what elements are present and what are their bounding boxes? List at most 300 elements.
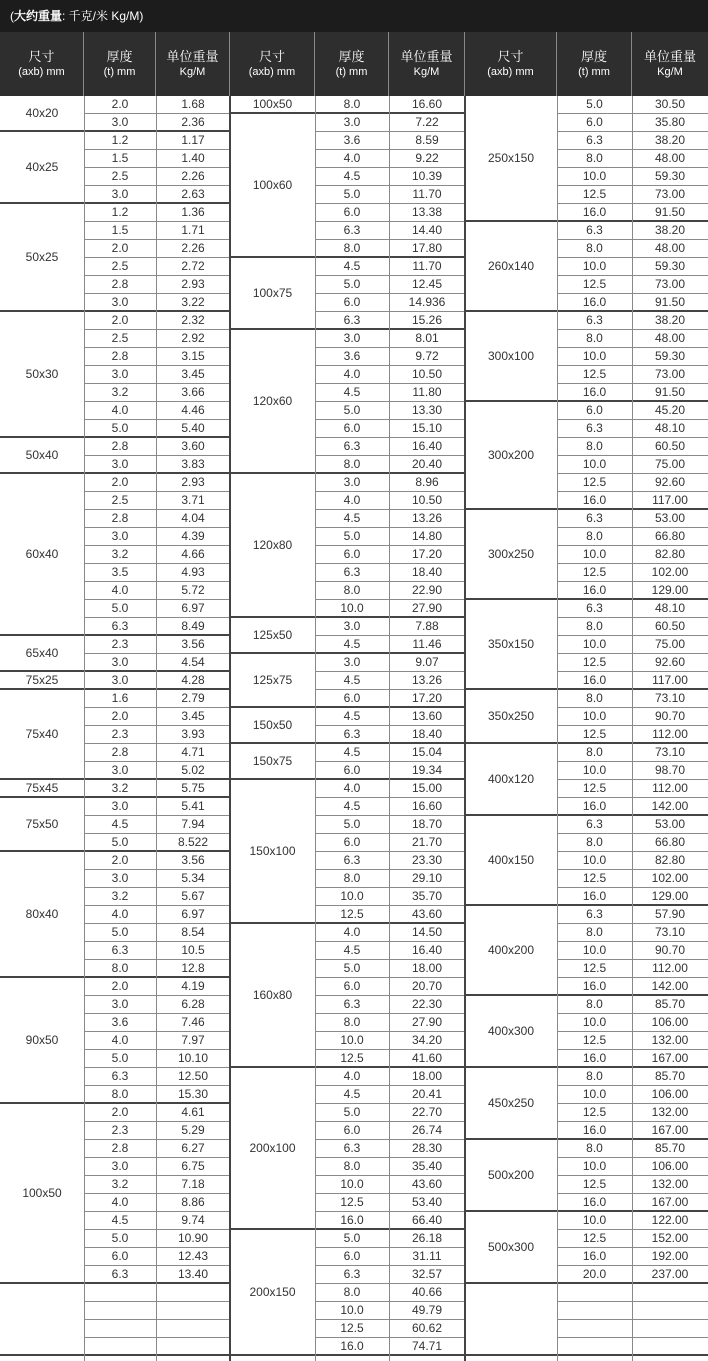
weight-cell: 5.67 — [156, 888, 230, 906]
weight-cell: 59.30 — [632, 258, 708, 276]
weight-cell: 11.80 — [389, 384, 465, 402]
thickness-cell: 6.0 — [315, 546, 389, 564]
weight-cell: 32.57 — [389, 1266, 465, 1284]
weight-cell: 45.20 — [632, 402, 708, 420]
thickness-cell: 2.3 — [84, 636, 156, 654]
weight-cell: 129.00 — [632, 888, 708, 906]
weight-cell: 3.66 — [156, 384, 230, 402]
weight-cell: 29.10 — [389, 870, 465, 888]
header-size-col1 — [0, 32, 84, 96]
weight-cell: 7.97 — [156, 1032, 230, 1050]
weight-cell: 12.45 — [389, 276, 465, 294]
weight-cell: 167.00 — [632, 1050, 708, 1068]
size-cell — [0, 1284, 84, 1356]
thickness-cell: 6.0 — [315, 762, 389, 780]
weight-cell: 237.00 — [632, 1266, 708, 1284]
thickness-cell: 16.0 — [557, 1122, 632, 1140]
weight-cell: 60.62 — [389, 1320, 465, 1338]
weight-cell: 43.60 — [389, 1176, 465, 1194]
thickness-cell: 3.0 — [315, 474, 389, 492]
size-cell: 450x250 — [465, 1068, 557, 1140]
thickness-cell: 16.0 — [557, 798, 632, 816]
weight-cell: 5.75 — [156, 780, 230, 798]
weight-cell: 22.30 — [389, 996, 465, 1014]
size-cell: 100x60 — [230, 114, 315, 258]
thickness-cell: 8.0 — [557, 834, 632, 852]
weight-cell: 66.80 — [632, 834, 708, 852]
weight-cell: 53.40 — [389, 1194, 465, 1212]
weight-cell: 41.60 — [389, 1050, 465, 1068]
weight-cell: 14.80 — [389, 528, 465, 546]
header-unit: (axb) mm — [248, 66, 296, 78]
thickness-cell: 5.0 — [84, 924, 156, 942]
thickness-cell: 4.0 — [315, 366, 389, 384]
thickness-cell: 12.5 — [557, 780, 632, 798]
weight-cell: 4.28 — [156, 672, 230, 690]
header-unit: (t) mm — [103, 66, 136, 78]
weight-cell: 2.36 — [156, 114, 230, 132]
size-cell: 40x25 — [0, 132, 84, 204]
thickness-cell: 12.5 — [557, 276, 632, 294]
weight-cell: 132.00 — [632, 1032, 708, 1050]
thickness-cell: 8.0 — [315, 1284, 389, 1302]
weight-cell: 3.60 — [156, 438, 230, 456]
header-label: 单位重量 — [643, 49, 696, 64]
thickness-cell: 8.0 — [315, 870, 389, 888]
header-thickness-col1 — [84, 32, 156, 96]
weight-cell: 102.00 — [632, 564, 708, 582]
thickness-cell: 3.0 — [84, 366, 156, 384]
weight-cell: 4.93 — [156, 564, 230, 582]
weight-cell: 30.50 — [632, 96, 708, 114]
weight-cell: 28.30 — [389, 1140, 465, 1158]
header-weight-col3 — [632, 32, 708, 96]
thickness-cell: 3.2 — [84, 384, 156, 402]
thickness-cell: 8.0 — [84, 1086, 156, 1104]
header-unit: (axb) mm — [18, 66, 65, 78]
weight-cell: 27.90 — [389, 600, 465, 618]
weight-cell: 132.00 — [632, 1104, 708, 1122]
size-cell: 75x50 — [0, 798, 84, 852]
header-label: 厚度 — [580, 49, 607, 64]
weight-cell: 13.38 — [389, 204, 465, 222]
weight-cell: 17.20 — [389, 546, 465, 564]
header-weight-col2 — [389, 32, 465, 96]
weight-cell: 152.00 — [632, 1230, 708, 1248]
weight-cell: 91.50 — [632, 204, 708, 222]
thickness-cell: 6.0 — [315, 420, 389, 438]
weight-cell: 53.00 — [632, 816, 708, 834]
weight-cell: 35.70 — [389, 888, 465, 906]
thickness-cell: 3.6 — [315, 348, 389, 366]
thickness-cell: 5.0 — [557, 96, 632, 114]
thickness-cell: 5.0 — [84, 1230, 156, 1248]
thickness-cell: 3.0 — [84, 1158, 156, 1176]
thickness-cell: 2.0 — [84, 1104, 156, 1122]
thickness-cell: 4.5 — [315, 636, 389, 654]
thickness-cell: 8.0 — [557, 438, 632, 456]
weight-cell: 18.40 — [389, 726, 465, 744]
weight-cell: 8.96 — [389, 474, 465, 492]
weight-cell: 82.80 — [632, 852, 708, 870]
thickness-cell: 4.5 — [315, 708, 389, 726]
title-suffix: : 千克/米 Kg/M) — [62, 9, 144, 23]
weight-cell: 11.70 — [389, 186, 465, 204]
header-unit: (axb) mm — [487, 66, 534, 78]
thickness-cell: 6.0 — [84, 1248, 156, 1266]
thickness-cell: 3.0 — [84, 528, 156, 546]
thickness-cell: 2.0 — [84, 978, 156, 996]
weight-cell: 112.00 — [632, 726, 708, 744]
thickness-cell: 3.0 — [315, 330, 389, 348]
weight-cell: 10.39 — [389, 168, 465, 186]
weight-cell: 59.30 — [632, 348, 708, 366]
thickness-cell: 4.5 — [315, 942, 389, 960]
weight-cell: 73.10 — [632, 690, 708, 708]
thickness-cell: 1.2 — [84, 132, 156, 150]
thickness-cell: 12.5 — [557, 1032, 632, 1050]
thickness-cell: 2.3 — [84, 726, 156, 744]
weight-cell: 18.00 — [389, 960, 465, 978]
weight-cell: 12.50 — [156, 1068, 230, 1086]
weight-cell: 49.79 — [389, 1302, 465, 1320]
weight-cell: 17.80 — [389, 240, 465, 258]
thickness-cell: 10.0 — [557, 942, 632, 960]
weight-cell: 3.93 — [156, 726, 230, 744]
thickness-cell: 16.0 — [557, 888, 632, 906]
weight-cell: 92.60 — [632, 474, 708, 492]
weight-cell: 13.26 — [389, 510, 465, 528]
thickness-cell: 3.0 — [315, 654, 389, 672]
weight-cell: 60.50 — [632, 618, 708, 636]
weight-cell: 15.00 — [389, 780, 465, 798]
thickness-cell: 4.0 — [84, 582, 156, 600]
thickness-cell: 4.0 — [84, 1194, 156, 1212]
size-cell: 200x150 — [230, 1230, 315, 1356]
weight-cell: 1.17 — [156, 132, 230, 150]
title-bold: 大约重量 — [14, 9, 63, 23]
weight-cell: 5.41 — [156, 798, 230, 816]
header-thickness-col3 — [557, 32, 632, 96]
header-thickness-col2 — [315, 32, 389, 96]
weight-cell: 3.56 — [156, 636, 230, 654]
thickness-cell: 10.0 — [557, 168, 632, 186]
weight-cell: 22.90 — [389, 582, 465, 600]
weight-cell: 106.00 — [632, 1086, 708, 1104]
thickness-cell: 16.0 — [557, 672, 632, 690]
column-divider — [229, 96, 231, 1361]
thickness-cell — [84, 1320, 156, 1338]
weight-cell: 7.88 — [389, 618, 465, 636]
weight-cell: 23.30 — [389, 852, 465, 870]
thickness-cell: 6.3 — [84, 1068, 156, 1086]
thickness-cell: 12.5 — [557, 1104, 632, 1122]
thickness-cell: 5.0 — [84, 600, 156, 618]
thickness-cell: 10.0 — [557, 852, 632, 870]
weight-cell: 34.20 — [389, 1032, 465, 1050]
weight-cell: 8.522 — [156, 834, 230, 852]
weight-cell: 6.75 — [156, 1158, 230, 1176]
thickness-cell: 8.0 — [557, 924, 632, 942]
header-unit: Kg/M — [657, 66, 683, 78]
weight-cell: 117.00 — [632, 672, 708, 690]
thickness-cell: 6.3 — [557, 132, 632, 150]
table-title — [0, 0, 708, 32]
weight-cell: 1.71 — [156, 222, 230, 240]
weight-cell: 16.40 — [389, 942, 465, 960]
thickness-cell: 5.0 — [84, 1050, 156, 1068]
thickness-cell: 10.0 — [557, 1158, 632, 1176]
thickness-cell: 6.3 — [557, 222, 632, 240]
thickness-cell: 10.0 — [315, 1176, 389, 1194]
weight-cell: 4.71 — [156, 744, 230, 762]
thickness-cell: 16.0 — [557, 1050, 632, 1068]
thickness-cell: 3.5 — [84, 564, 156, 582]
thickness-cell: 2.8 — [84, 1140, 156, 1158]
size-cell: 40x20 — [0, 96, 84, 132]
weight-cell: 48.00 — [632, 330, 708, 348]
thickness-cell: 3.2 — [84, 1176, 156, 1194]
weight-cell: 2.79 — [156, 690, 230, 708]
thickness-cell: 10.0 — [557, 1014, 632, 1032]
weight-cell: 20.70 — [389, 978, 465, 996]
header-weight-col1 — [156, 32, 230, 96]
weight-cell: 48.10 — [632, 420, 708, 438]
thickness-cell: 16.0 — [557, 294, 632, 312]
weight-cell: 4.61 — [156, 1104, 230, 1122]
size-cell: 500x300 — [465, 1212, 557, 1284]
size-cell: 150x50 — [230, 708, 315, 744]
thickness-cell: 10.0 — [557, 258, 632, 276]
weight-cell: 26.18 — [389, 1230, 465, 1248]
thickness-cell: 6.0 — [315, 978, 389, 996]
size-cell: 200x100 — [230, 1068, 315, 1230]
thickness-cell: 1.6 — [84, 690, 156, 708]
thickness-cell: 6.0 — [315, 1248, 389, 1266]
header-size-col2 — [230, 32, 315, 96]
thickness-cell: 2.8 — [84, 438, 156, 456]
weight-cell: 35.80 — [632, 114, 708, 132]
weight-cell: 13.60 — [389, 708, 465, 726]
thickness-cell: 3.2 — [84, 888, 156, 906]
weight-cell: 3.71 — [156, 492, 230, 510]
header-size-col3 — [465, 32, 557, 96]
weight-cell: 75.00 — [632, 456, 708, 474]
thickness-cell: 16.0 — [557, 492, 632, 510]
thickness-cell: 6.3 — [315, 1266, 389, 1284]
weight-cell: 48.10 — [632, 600, 708, 618]
size-cell: 75x45 — [0, 780, 84, 798]
thickness-cell: 6.3 — [557, 510, 632, 528]
weight-cell: 12.43 — [156, 1248, 230, 1266]
thickness-cell: 5.0 — [315, 1230, 389, 1248]
weight-cell: 40.66 — [389, 1284, 465, 1302]
weight-cell — [632, 1320, 708, 1338]
thickness-cell: 12.5 — [557, 726, 632, 744]
thickness-cell: 4.0 — [84, 402, 156, 420]
weight-cell: 16.60 — [389, 798, 465, 816]
weight-cell: 7.18 — [156, 1176, 230, 1194]
header-label: 单位重量 — [166, 49, 219, 64]
thickness-cell: 2.8 — [84, 276, 156, 294]
header-label: 尺寸 — [28, 49, 55, 64]
weight-cell: 102.00 — [632, 870, 708, 888]
size-cell: 120x80 — [230, 474, 315, 618]
weight-cell: 3.45 — [156, 708, 230, 726]
thickness-cell: 6.3 — [557, 906, 632, 924]
weight-cell: 92.60 — [632, 654, 708, 672]
weight-cell: 1.68 — [156, 96, 230, 114]
thickness-cell: 4.5 — [315, 798, 389, 816]
size-cell: 350x150 — [465, 600, 557, 690]
size-cell: 100x50 — [230, 96, 315, 114]
weight-cell: 66.80 — [632, 528, 708, 546]
thickness-cell: 5.0 — [315, 528, 389, 546]
weight-cell: 5.34 — [156, 870, 230, 888]
weight-cell: 26.74 — [389, 1122, 465, 1140]
weight-cell: 5.02 — [156, 762, 230, 780]
thickness-cell: 6.3 — [84, 618, 156, 636]
size-cell: 400x120 — [465, 744, 557, 816]
weight-cell: 18.40 — [389, 564, 465, 582]
thickness-cell: 5.0 — [315, 816, 389, 834]
thickness-cell: 2.0 — [84, 96, 156, 114]
thickness-cell: 3.0 — [315, 618, 389, 636]
weight-cell: 9.74 — [156, 1212, 230, 1230]
thickness-cell: 3.0 — [84, 870, 156, 888]
thickness-cell: 12.5 — [557, 654, 632, 672]
weight-cell: 10.50 — [389, 492, 465, 510]
weight-cell: 15.04 — [389, 744, 465, 762]
thickness-cell: 5.0 — [315, 276, 389, 294]
weight-cell: 142.00 — [632, 978, 708, 996]
thickness-cell: 12.5 — [557, 1176, 632, 1194]
thickness-cell: 6.0 — [315, 834, 389, 852]
size-cell: 100x50 — [0, 1104, 84, 1284]
weight-cell: 16.40 — [389, 438, 465, 456]
thickness-cell: 5.0 — [315, 1104, 389, 1122]
weight-cell: 167.00 — [632, 1194, 708, 1212]
weight-cell: 10.10 — [156, 1050, 230, 1068]
weight-cell: 53.00 — [632, 510, 708, 528]
thickness-cell: 2.0 — [84, 708, 156, 726]
weight-cell: 5.72 — [156, 582, 230, 600]
header-label: 尺寸 — [258, 49, 285, 64]
thickness-cell: 12.5 — [557, 186, 632, 204]
weight-cell: 35.40 — [389, 1158, 465, 1176]
weight-cell: 75.00 — [632, 636, 708, 654]
thickness-cell: 3.0 — [84, 654, 156, 672]
weight-cell: 85.70 — [632, 1068, 708, 1086]
thickness-cell: 2.5 — [84, 258, 156, 276]
thickness-cell: 3.0 — [84, 294, 156, 312]
thickness-cell: 12.5 — [315, 1050, 389, 1068]
weight-cell: 91.50 — [632, 294, 708, 312]
column-divider — [632, 96, 633, 1361]
thickness-cell: 10.0 — [557, 708, 632, 726]
thickness-cell: 4.0 — [315, 780, 389, 798]
thickness-cell: 10.0 — [557, 456, 632, 474]
weight-cell — [632, 1302, 708, 1320]
weight-cell — [632, 1284, 708, 1302]
weight-cell: 10.90 — [156, 1230, 230, 1248]
weight-cell: 3.45 — [156, 366, 230, 384]
weight-cell: 1.40 — [156, 150, 230, 168]
thickness-cell: 4.5 — [315, 510, 389, 528]
thickness-cell: 12.5 — [557, 564, 632, 582]
weight-cell: 4.39 — [156, 528, 230, 546]
weight-cell: 38.20 — [632, 312, 708, 330]
weight-cell: 9.07 — [389, 654, 465, 672]
thickness-cell: 8.0 — [315, 582, 389, 600]
size-cell: 125x50 — [230, 618, 315, 654]
weight-cell: 14.936 — [389, 294, 465, 312]
weight-cell: 43.60 — [389, 906, 465, 924]
thickness-cell: 12.5 — [557, 474, 632, 492]
thickness-cell: 5.0 — [315, 402, 389, 420]
thickness-cell: 2.3 — [84, 1122, 156, 1140]
weight-cell: 48.00 — [632, 240, 708, 258]
weight-cell: 21.70 — [389, 834, 465, 852]
thickness-cell: 3.2 — [84, 546, 156, 564]
weight-cell: 2.92 — [156, 330, 230, 348]
thickness-cell: 16.0 — [557, 1194, 632, 1212]
weight-cell: 8.54 — [156, 924, 230, 942]
size-cell: 120x60 — [230, 330, 315, 474]
weight-cell — [156, 1284, 230, 1302]
weight-cell: 11.70 — [389, 258, 465, 276]
weight-cell: 60.50 — [632, 438, 708, 456]
thickness-cell: 2.8 — [84, 348, 156, 366]
thickness-cell: 16.0 — [315, 1212, 389, 1230]
weight-cell: 85.70 — [632, 996, 708, 1014]
weight-cell: 31.11 — [389, 1248, 465, 1266]
weight-cell: 192.00 — [632, 1248, 708, 1266]
weight-cell: 6.97 — [156, 906, 230, 924]
thickness-cell: 3.0 — [84, 672, 156, 690]
size-cell: 50x25 — [0, 204, 84, 312]
header-unit: Kg/M — [413, 66, 440, 78]
weight-cell: 142.00 — [632, 798, 708, 816]
weight-cell: 2.93 — [156, 474, 230, 492]
thickness-cell: 10.0 — [315, 888, 389, 906]
thickness-cell: 2.0 — [84, 240, 156, 258]
thickness-cell: 6.3 — [315, 996, 389, 1014]
thickness-cell: 6.0 — [315, 204, 389, 222]
column-divider — [557, 96, 558, 1361]
thickness-cell: 4.0 — [315, 1068, 389, 1086]
thickness-cell: 6.3 — [315, 312, 389, 330]
thickness-cell: 8.0 — [557, 528, 632, 546]
column-divider — [389, 96, 390, 1361]
weight-cell: 90.70 — [632, 942, 708, 960]
thickness-cell: 6.3 — [557, 312, 632, 330]
size-cell: 75x25 — [0, 672, 84, 690]
thickness-cell: 8.0 — [557, 996, 632, 1014]
weight-cell: 4.04 — [156, 510, 230, 528]
thickness-cell: 12.5 — [315, 906, 389, 924]
weight-cell: 73.00 — [632, 276, 708, 294]
weight-cell: 19.34 — [389, 762, 465, 780]
thickness-cell: 3.0 — [84, 186, 156, 204]
title-prefix: ( — [10, 9, 14, 23]
header-unit: Kg/M — [179, 66, 206, 78]
thickness-cell: 3.0 — [84, 996, 156, 1014]
weight-cell: 59.30 — [632, 168, 708, 186]
thickness-cell: 16.0 — [557, 978, 632, 996]
thickness-cell: 2.0 — [84, 474, 156, 492]
group-divider — [0, 1354, 230, 1356]
